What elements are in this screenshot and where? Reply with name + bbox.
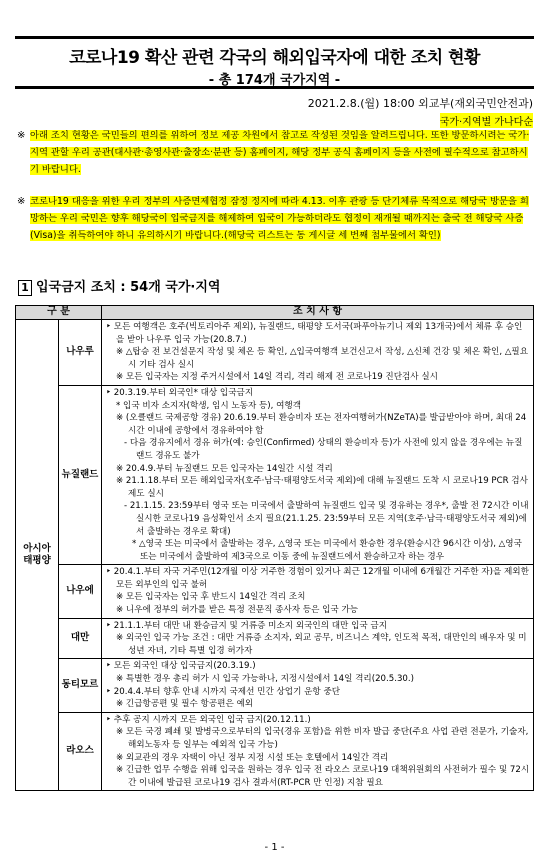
measure-line: ※ 긴급한 업무 수행을 위해 입국을 원하는 경우 입국 전 라오스 코로나19 대책위원회의 사전허가 필수 및 72시간 이내에 발급된 코로나19 검사 결과서(RT-PCR 만 인정) 지참 필요 (116, 765, 530, 788)
country-cell: 나우에 (59, 565, 102, 618)
measure-line: ※ 외국인 입국 가능 조건 : 대만 거류증 소지자, 외교 공무, 비즈니스 계약, 인도적 목적, 대만인의 배우자 및 미성년 자녀, 기타 특별 입경 허가자 (116, 633, 527, 656)
measures-cell (102, 712, 534, 791)
measure-line: ‣ 모든 여행객은 호주(빅토리아주 제외), 뉴질랜드, 태평양 도서국(파푸아뉴기니 제외 13개국)에서 체류 후 승인을 받아 나우루 입국 가능(20.8.7.) (106, 322, 523, 345)
measure-line: ※ 모든 국경 폐쇄 및 발병국으로부터의 입국(경유 포함)을 위한 비자 발급 중단(주요 사업 관련 전문가, 기술자, 해외노동자 등 일부는 예외적 입국 가능) (116, 727, 529, 750)
page-number: - 1 - (264, 842, 285, 853)
table-row (16, 385, 534, 564)
measures-cell (102, 618, 534, 659)
measure-line: ※ 특별한 경우 총리 허가 시 입국 가능하나, 지정시설에서 14일 격리(20.5.30.) (116, 674, 414, 685)
measure-line: ※ 모든 입국자는 지정 주거시설에서 14일 격리, 격리 해제 전 코로나19 진단검사 실시 (116, 372, 438, 383)
table-row (16, 659, 534, 712)
header-measures: 조 치 사 항 (102, 306, 534, 320)
measure-line: ‣ 20.4.1.부터 자국 거주민(12개월 이상 거주한 경험이 있거나 최근 12개월 이내에 6개월간 거주한 자)을 제외한 모든 외부인의 입국 불허 (106, 567, 529, 590)
measure-line: ※ (오클랜드 국제공항 경유) 20.6.19.부터 환승비자 또는 전자여행허가(NZeTA)를 발급받아야 하며, 최대 24시간 이내에 공항에서 경유하여야 함 (116, 413, 527, 436)
country-cell: 동티모르 (59, 659, 102, 712)
notice-2 (17, 193, 535, 244)
region-cell: 아시아 태평양 (16, 320, 59, 791)
measure-line: ‣ 20.3.19.부터 외국인* 대상 입국금지 (106, 387, 254, 398)
measure-line: ‣ 20.4.4.부터 향후 안내 시까지 국제선 민간 상업기 운항 중단 (106, 686, 341, 697)
measure-line: ‣ 모든 외국인 대상 입국금지(20.3.19.) (106, 661, 256, 672)
title-box (15, 36, 534, 89)
measures-cell (102, 565, 534, 618)
sort-guide: 국가·지역별 가나다순 (440, 113, 533, 128)
measure-line: * △영국 또는 미국에서 출발하는 경우, △영국 또는 미국에서 환승한 경우(환승시간 96시간 이상), △영국 또는 미국에서 출발하여 제3국으로 이동 중에 뉴질랜드에서 환승하고자 하는 경우 (132, 539, 522, 562)
page-title: 코로나19 확산 관련 각국의 해외입국자에 대한 조치 현황 (69, 48, 480, 68)
section-title: 입국금지 조치 : 54개 국가·지역 (36, 280, 221, 295)
section-number: 1 (18, 280, 32, 296)
measure-line: ※ 니우에 정부의 허가를 받은 특정 전문직 종사자 등은 입국 가능 (116, 605, 359, 616)
measures-cell (102, 385, 534, 564)
notice-mark: ※ (17, 130, 26, 141)
measures-cell (102, 659, 534, 712)
measure-line: ※ 외교관의 경우 자택이 아닌 정부 지정 시설 또는 호텔에서 14일간 격리 (116, 752, 389, 763)
country-cell: 나우루 (59, 320, 102, 386)
measure-line: - 다음 경유지에서 경유 허가(예: 승인(Confirmed) 상태의 환승비자 등)가 사전에 있지 않을 경우에는 뉴질랜드 경유도 불가 (124, 438, 523, 461)
notice-text: 아래 조치 현황은 국민들의 편의를 위하여 정보 제공 차원에서 참고로 작성된 것임을 알려드립니다. 또한 방문하시려는 국가·지역 관할 우리 공관(대사관·총영사관·출장소·분관 등) 홈페이지, 해당 정부 공식 홈페이지 등을 사전에 필수적으로 참고하시기 바랍니다. (30, 130, 530, 175)
notice-text: 코로나19 대응을 위한 우리 정부의 사증면제협정 잠정 정지에 따라 4.13. 이후 관광 등 단기체류 목적으로 해당국 방문을 희망하는 우리 국민은 향후 해당국이 입국금지를 해제하여 입국이 가능하더라도 협정이 재개될 때까지는 출국 전 해당국 사증(Visa)을 취득하여야 하니 유의하시기 바랍니다.(해당국 리스트는 동 게시글 세 번째 첨부물에서 확인) (30, 196, 529, 241)
country-cell: 뉴질랜드 (59, 385, 102, 564)
table-header-row (16, 306, 534, 320)
country-cell: 대만 (59, 618, 102, 659)
date-source: 2021.2.8.(월) 18:00 외교부(재외국민안전과) (307, 97, 533, 110)
table-row (16, 565, 534, 618)
measure-line: ※ 모든 입국자는 입국 후 반드시 14일간 격리 조치 (116, 592, 306, 603)
measure-line: ※ △탑승 전 보건설문지 작성 및 체온 등 확인, △입국여행객 보건신고서 작성, △신체 건강 및 체온 확인, △필요 시 기타 검사 실시 (116, 347, 529, 370)
measure-line: ※ 21.1.18.부터 모든 해외입국자(호주·남극·태평양도서국 제외)에 대해 뉴질랜드 도착 시 코로나19 PCR 검사 제도 실시 (116, 476, 528, 499)
section-heading (18, 276, 220, 296)
notice-1 (17, 127, 535, 178)
measures-cell (102, 320, 534, 386)
measure-line: * 입국 비자 소지자(학생, 임시 노동자 등), 여행객 (116, 400, 302, 411)
page-subtitle: - 총 174개 국가지역 - (208, 73, 341, 88)
measure-line: ‣ 추후 공지 시까지 모든 외국인 입국 금지(20.12.11.) (106, 714, 311, 725)
notice-mark: ※ (17, 196, 26, 207)
measures-table (15, 305, 534, 791)
header-category: 구 분 (16, 306, 102, 320)
table-row (16, 712, 534, 791)
table-row (16, 320, 534, 386)
country-cell: 라오스 (59, 712, 102, 791)
measure-line: - 21.1.15. 23:59부터 영국 또는 미국에서 출발하여 뉴질랜드 입국 및 경유하는 경우*, 출발 전 72시간 이내 실시한 코로나19 음성확인서 소지 필요(21.1.25. 23:59부터 모든 지역(호주·남극·태평양도서국 제외)에서 출발하는 경우로 확대) (124, 501, 529, 537)
measure-line: ※ 긴급항공편 및 필수 항공편은 예외 (116, 699, 254, 710)
measure-line: ‣ 21.1.1.부터 대만 내 환승금지 및 거류증 미소지 외국인의 대만 입국 금지 (106, 620, 388, 631)
table-row (16, 618, 534, 659)
measure-line: ※ 20.4.9.부터 뉴질랜드 모든 입국자는 14일간 시설 격리 (116, 463, 333, 474)
